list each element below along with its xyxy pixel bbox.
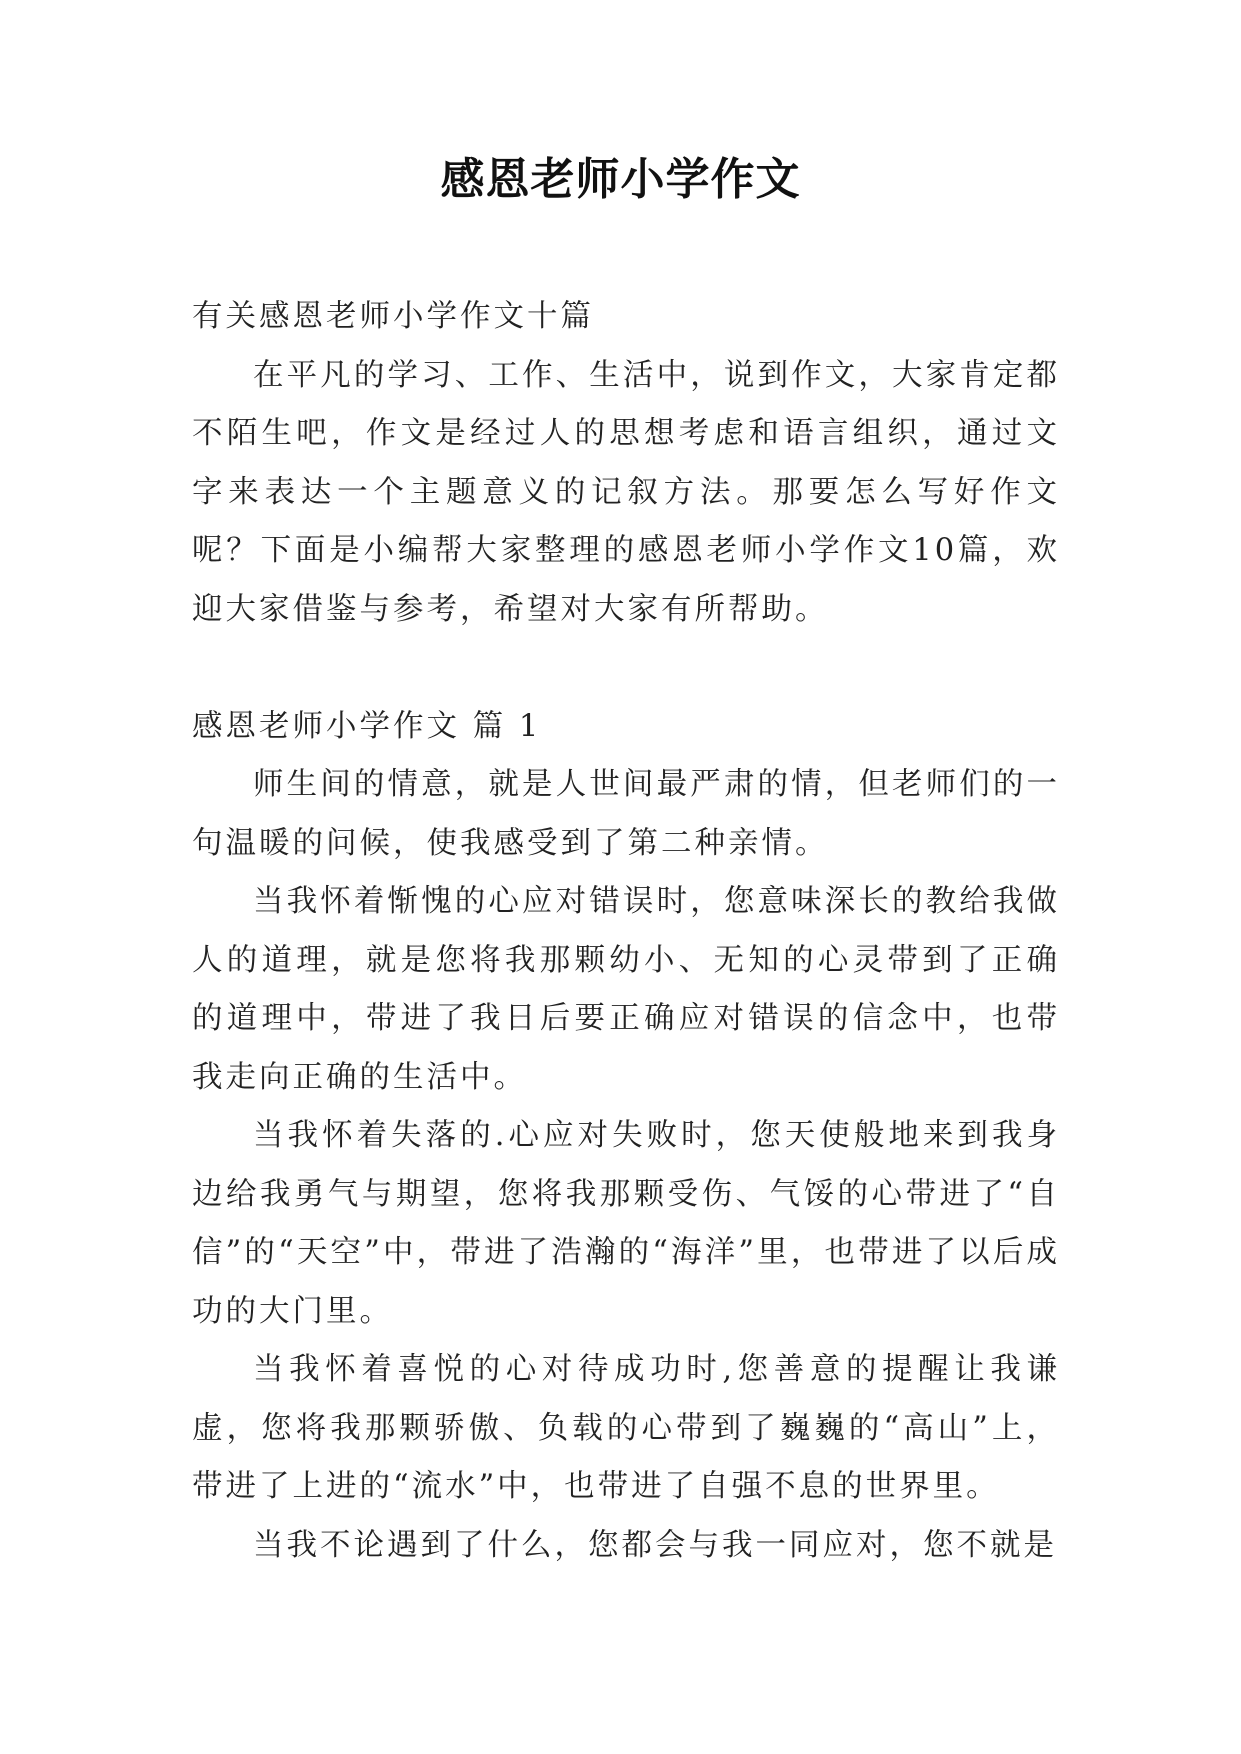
body-paragraph: 当我怀着惭愧的心应对错误时，您意味深长的教给我做人的道理，就是您将我那颗幼小、无知的心灵带到了正确的道理中，带进了我日后要正确应对错误的信念中，也带我走向正确的生活中。 xyxy=(192,884,1060,1095)
document-body xyxy=(192,288,1060,1575)
section-heading: 感恩老师小学作文 篇 1 xyxy=(192,708,542,744)
section-spacer xyxy=(192,639,1060,698)
body-paragraph: 师生间的情意，就是人世间最严肃的情，但老师们的一句温暖的问候，使我感受到了第二种亲情。 xyxy=(192,767,1060,861)
document-subtitle: 有关感恩老师小学作文十篇 xyxy=(192,299,594,334)
body-paragraph: 当我怀着喜悦的心对待成功时,您善意的提醒让我谦虚，您将我那颗骄傲、负载的心带到了巍巍的“高山”上，带进了上进的“流水”中，也带进了自强不息的世界里。 xyxy=(192,1352,1060,1504)
intro-paragraph: 在平凡的学习、工作、生活中，说到作文，大家肯定都不陌生吧，作文是经过人的思想考虑和语言组织，通过文字来表达一个主题意义的记叙方法。那要怎么写好作文呢？下面是小编帮大家整理的感恩老师小学作文10篇，欢迎大家借鉴与参考，希望对大家有所帮助。 xyxy=(192,357,1060,627)
document-title: 感恩老师小学作文 xyxy=(440,154,801,205)
body-paragraph: 当我不论遇到了什么，您都会与我一同应对，您不就是 xyxy=(253,1527,1057,1563)
body-paragraph: 当我怀着失落的.心应对失败时，您天使般地来到我身边给我勇气与期望，您将我那颗受伤、气馁的心带进了“自信”的“天空”中，带进了浩瀚的“海洋”里，也带进了以后成功的大门里。 xyxy=(192,1118,1060,1329)
